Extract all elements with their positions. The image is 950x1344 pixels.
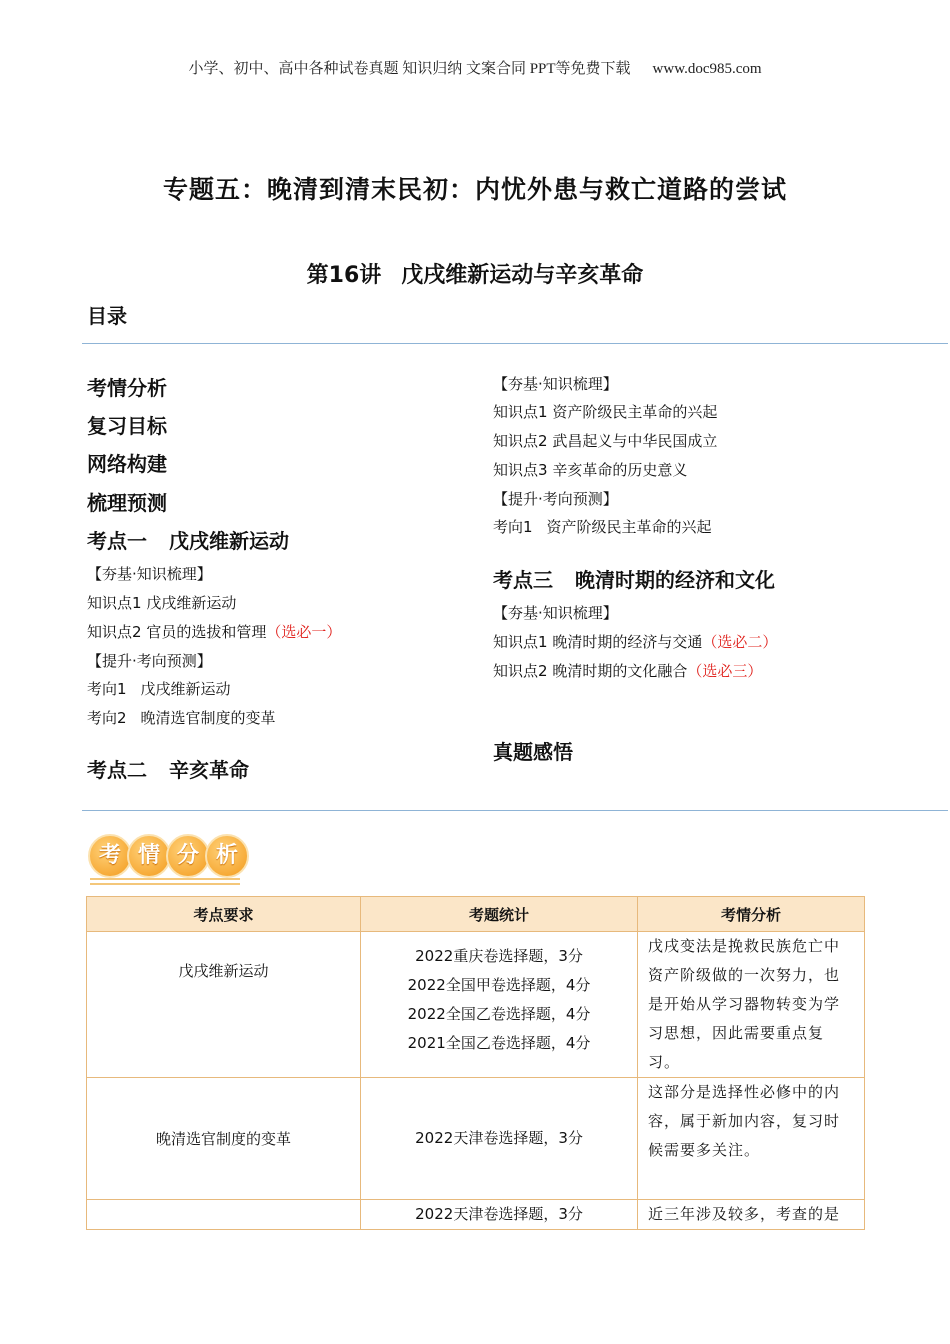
badge-char: 析: [205, 834, 249, 878]
exam-analysis-table: [86, 896, 865, 1230]
toc-point2-item2[interactable]: [493, 430, 717, 451]
badge-stripe: [90, 883, 240, 885]
toc-point3-foundation-tag: 【夯基·知识梳理】: [493, 604, 618, 622]
item-text: 晚清时期的文化融合: [552, 662, 688, 680]
cell-requirement: 晚清选官制度的变革: [87, 1078, 361, 1200]
cell-stats: [361, 932, 638, 1078]
main-title: 专题五：晚清到清末民初：内忧外患与救亡道路的尝试: [162, 175, 787, 204]
lecture-title: [0, 258, 950, 289]
cell-stats: [361, 1078, 638, 1200]
header-analysis: 考情分析: [638, 897, 865, 932]
item-text: 资产阶级民主革命的兴起: [552, 403, 718, 421]
cell-requirement: [87, 1200, 361, 1230]
elective-note: （选必一）: [266, 623, 342, 641]
toc-point2-direction1[interactable]: [493, 516, 712, 537]
toc-point3-label: 考点三: [493, 568, 553, 592]
toc-point1-item1[interactable]: [87, 592, 236, 613]
direction-text: 戊戌维新运动: [140, 680, 231, 698]
cell-analysis: 这部分是选择性必修中的内容，属于新加内容，复习时候需要多关注。: [638, 1078, 865, 1200]
cell-analysis: 戊戌变法是挽救民族危亡中资产阶级做的一次努力，也是开始从学习器物转变为学习思想，因此需要重点复习。: [638, 932, 865, 1078]
item-text: 官员的选拔和管理: [146, 623, 267, 641]
toc-point2-foundation-tag: 【夯基·知识梳理】: [493, 375, 618, 393]
elective-note: （选必三）: [687, 662, 763, 680]
site-header-text: 小学、初中、高中各种试卷真题 知识归纳 文案合同 PPT等免费下载: [188, 61, 631, 77]
site-header: [0, 57, 950, 78]
site-header-url[interactable]: www.doc985.com: [652, 61, 762, 77]
toc-point3-title: 晚清时期的经济和文化: [575, 568, 775, 592]
table-header-row: [87, 897, 865, 932]
toc-point1-title: 戊戌维新运动: [169, 529, 289, 553]
cell-stats: [361, 1200, 638, 1230]
item-label: 知识点1: [87, 594, 142, 612]
toc-point1-direction1[interactable]: [87, 678, 231, 699]
toc-point2-heading[interactable]: [87, 754, 249, 783]
toc-point3-item1[interactable]: [493, 631, 777, 652]
item-label: 知识点2: [493, 662, 548, 680]
badge-char: 考: [88, 834, 132, 878]
toc-heading: 目录: [87, 304, 127, 328]
toc-bottom-divider: [82, 810, 948, 811]
lecture-name: 戊戌维新运动与辛亥革命: [401, 263, 644, 288]
toc-section-exam-analysis[interactable]: 考情分析: [87, 376, 167, 400]
item-text: 晚清时期的经济与交通: [552, 633, 703, 651]
toc-point1-heading[interactable]: [87, 525, 289, 554]
toc-real-exam[interactable]: 真题感悟: [493, 740, 573, 764]
toc-point1-direction2[interactable]: [87, 707, 276, 728]
toc-point2-item3[interactable]: [493, 459, 687, 480]
toc-point1-foundation-tag: 【夯基·知识梳理】: [87, 565, 212, 583]
stat-line: 2022全国乙卷选择题，4分: [407, 1005, 591, 1023]
header-stats: 考题统计: [361, 897, 638, 932]
header-requirement: 考点要求: [87, 897, 361, 932]
toc-section-network[interactable]: 网络构建: [87, 452, 167, 476]
stat-line: 2022天津卷选择题，3分: [415, 1129, 583, 1147]
toc-point3-heading[interactable]: [493, 564, 775, 593]
stat-line: 2022天津卷选择题，3分: [415, 1205, 583, 1223]
cell-analysis: 近三年涉及较多，考查的是: [638, 1200, 865, 1230]
exam-analysis-badge: [88, 830, 248, 886]
stat-line: 2022全国甲卷选择题，4分: [407, 976, 591, 994]
table-row: [87, 932, 865, 1078]
item-text: 武昌起义与中华民国成立: [552, 432, 718, 450]
toc-point1-label: 考点一: [87, 529, 147, 553]
toc-point2-title: 辛亥革命: [169, 758, 249, 782]
toc-point2-item1[interactable]: [493, 401, 717, 422]
badge-char: 分: [166, 834, 210, 878]
toc-point1-improve-tag: 【提升·考向预测】: [87, 652, 212, 670]
item-label: 知识点2: [87, 623, 142, 641]
item-label: 知识点1: [493, 633, 548, 651]
elective-note: （选必二）: [702, 633, 778, 651]
direction-text: 资产阶级民主革命的兴起: [546, 518, 712, 536]
item-label: 知识点2: [493, 432, 548, 450]
table-row: [87, 1078, 865, 1200]
toc-point3-item2[interactable]: [493, 660, 762, 681]
table-row: [87, 1200, 865, 1230]
item-label: 知识点1: [493, 403, 548, 421]
direction-label: 考向1: [493, 518, 533, 536]
stat-line: 2021全国乙卷选择题，4分: [407, 1034, 591, 1052]
item-label: 知识点3: [493, 461, 548, 479]
badge-stripe: [90, 878, 240, 880]
toc-point1-item2[interactable]: [87, 621, 341, 642]
toc-top-divider: [82, 343, 948, 344]
item-text: 辛亥革命的历史意义: [552, 461, 688, 479]
item-text: 戊戌维新运动: [146, 594, 237, 612]
direction-text: 晚清选官制度的变革: [140, 709, 276, 727]
toc-point2-improve-tag: 【提升·考向预测】: [493, 490, 618, 508]
cell-requirement: 戊戌维新运动: [87, 932, 361, 1078]
direction-label: 考向1: [87, 680, 127, 698]
lecture-number: 第16讲: [306, 263, 382, 288]
stat-line: 2022重庆卷选择题，3分: [415, 947, 583, 965]
direction-label: 考向2: [87, 709, 127, 727]
toc-point2-label: 考点二: [87, 758, 147, 782]
toc-section-review-goals[interactable]: 复习目标: [87, 414, 167, 438]
toc-section-sorting[interactable]: 梳理预测: [87, 491, 167, 515]
badge-char: 情: [127, 834, 171, 878]
